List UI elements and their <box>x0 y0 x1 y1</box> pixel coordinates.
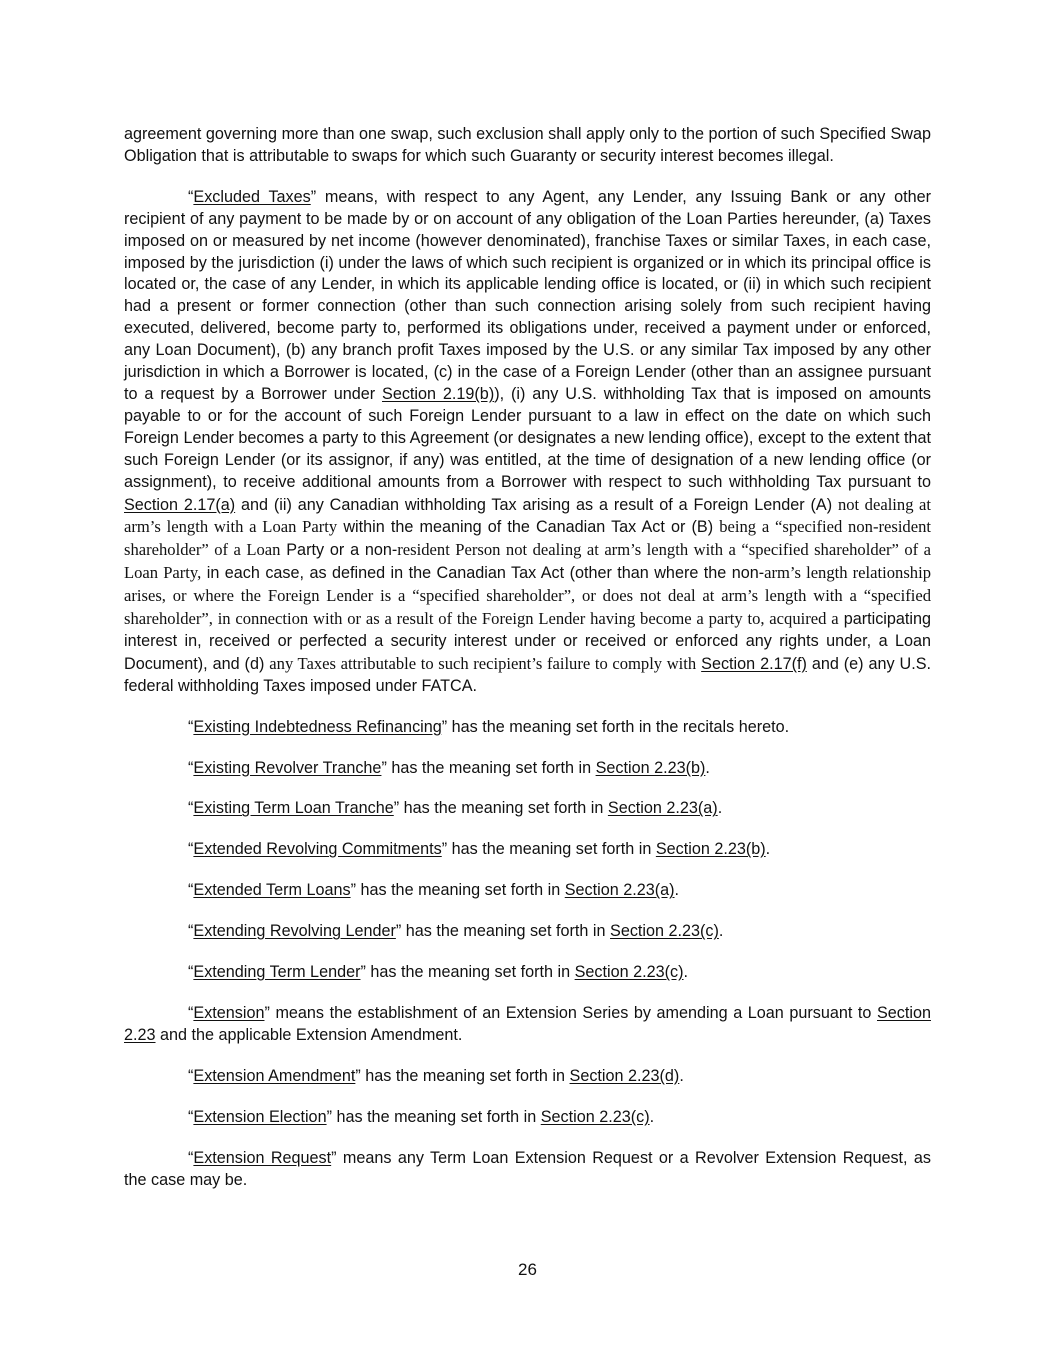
definition-text: ” has the meaning set forth in <box>350 881 565 900</box>
defined-term: Extension Election <box>193 1107 327 1126</box>
defined-term: Extension Amendment <box>193 1066 356 1085</box>
section-reference[interactable]: Section 2.23(a) <box>564 881 675 900</box>
definition-text: participating interest in, received or perfected a security interest under or received or enforced any rights under, a Loan Document), and (d) <box>124 610 931 673</box>
definition-end: . <box>765 840 771 859</box>
section-reference[interactable]: Section 2.23(a) <box>607 799 718 818</box>
definition-text: ” means any Term Loan Extension Request or a Revolver Extension Request, as the case may be. <box>124 1148 931 1189</box>
definition-text-serif: any Taxes attributable to such recipient’s failure to comply with <box>269 653 697 673</box>
definition-text-serif: not dealing at arm’s length with a Loan Party <box>124 494 931 537</box>
section-reference[interactable]: Section 2.23(d) <box>569 1066 680 1085</box>
definition-text: ” has the meaning set forth in <box>355 1066 570 1085</box>
defined-term: Existing Term Loan Tranche <box>193 799 394 818</box>
definition-end: . <box>717 799 723 818</box>
definition-excluded-taxes <box>124 187 931 698</box>
definition-extended-revolving-commitments: “Extended Revolving Commitments” has the meaning set forth in Section 2.23(b). <box>188 840 771 859</box>
definition-extending-revolving-lender: “Extending Revolving Lender” has the meaning set forth in Section 2.23(c). <box>188 922 724 941</box>
definition-existing-indebtedness-refinancing: “Existing Indebtedness Refinancing” has the meaning set forth in the recitals hereto. <box>188 717 790 736</box>
definition-extension: “Extension” means the establishment of an Extension Series by amending a Loan pursuant to Section 2.23 and the applicable Extension Amendment. <box>124 1004 931 1044</box>
section-reference[interactable]: Section 2.23(b) <box>655 840 766 859</box>
section-reference[interactable]: Section 2.23(c) <box>574 963 684 982</box>
definition-end: . <box>718 922 724 941</box>
section-reference[interactable]: Section 2.23(b) <box>595 758 706 777</box>
defined-term: Existing Revolver Tranche <box>193 758 382 777</box>
definition-text: within the meaning of the Canadian Tax Act or (B) <box>337 518 720 537</box>
section-reference[interactable]: Section 2.23(c) <box>610 922 719 941</box>
definition-end: . <box>679 1066 684 1085</box>
open-quote: “ <box>188 187 194 206</box>
definition-text: ” has the meaning set forth in the recitals hereto. <box>441 717 790 736</box>
definition-text: ” has the meaning set forth in <box>360 963 575 982</box>
defined-term: Extended Term Loans <box>193 881 351 900</box>
section-reference[interactable]: Section 2.23 <box>124 1004 931 1044</box>
defined-term: Excluded Taxes <box>193 187 311 206</box>
definition-end: . <box>683 963 688 982</box>
definition-extension-request: “Extension Request” means any Term Loan Extension Request or a Revolver Extension Request, as the case may be. <box>124 1148 931 1189</box>
definition-text: and (e) any U.S. federal withholding Taxes imposed under FATCA. <box>124 654 932 695</box>
definition-text: ” means the establishment of an Extension Series by amending a Loan pursuant to <box>264 1004 877 1022</box>
definition-text: ” has the meaning set forth in <box>441 840 656 859</box>
page-number: 26 <box>518 1260 537 1279</box>
definition-extended-term-loans: “Extended Term Loans” has the meaning set forth in Section 2.23(a). <box>188 881 680 900</box>
definition-extension-election: “Extension Election” has the meaning set forth in Section 2.23(c). <box>188 1107 655 1126</box>
defined-term: Existing Indebtedness Refinancing <box>193 717 442 736</box>
definition-end: . <box>705 758 710 777</box>
section-reference[interactable]: Section 2.17(a) <box>124 495 236 514</box>
definition-text-serif: being a “specified non-resident shareholder” of a Loan <box>124 517 931 560</box>
defined-term: Extension Request <box>193 1148 332 1167</box>
definition-text: ” has the meaning set forth in <box>395 922 611 941</box>
defined-term: Extension <box>193 1004 265 1022</box>
definition-text: ” has the meaning set forth in <box>381 758 596 777</box>
intro-paragraph: agreement governing more than one swap, such exclusion shall apply only to the portion of such Specified Swap Obligation that is attributable to swaps for which such Guaranty or security interest becomes illegal. <box>124 125 931 165</box>
definition-text-serif: resident Person not dealing at arm’s length with a “specified shareholder” of a Loan Party, <box>124 540 931 583</box>
definition-text: Party or a non- <box>280 541 398 560</box>
definition-text: ” has the meaning set forth in <box>393 799 608 818</box>
definition-text: in each case, as defined in the Canadian Tax Act (other than where the non- <box>201 564 765 583</box>
definition-existing-term-loan-tranche: “Existing Term Loan Tranche” has the meaning set forth in Section 2.23(a). <box>188 799 723 818</box>
definition-end: . <box>674 881 680 900</box>
definition-existing-revolver-tranche: “Existing Revolver Tranche” has the meaning set forth in Section 2.23(b). <box>188 758 710 777</box>
section-reference[interactable]: Section 2.19(b) <box>382 384 495 403</box>
definition-end: and the applicable Extension Amendment. <box>155 1025 463 1044</box>
defined-term: Extending Revolving Lender <box>193 922 396 941</box>
definition-text-serif: arm’s length relationship arises, or where the Foreign Lender is a “specified shareholder”, or does not deal at arm’s length with a “specified shareholder”, in connection with or as a result of the Foreign Lender having become a party to, acquired a <box>124 563 931 629</box>
definition-text: ” has the meaning set forth in <box>326 1107 541 1126</box>
definition-text: ), (i) any U.S. withholding Tax that is imposed on amounts payable to or for the account of such Foreign Lender pursuant to a law in effect on the date on which such Foreign Lender becomes a party to this Agreement (or designates a new lending office), except to the extent that such Foreign Lender (or its assignor, if any) was entitled, at the time of designation of a new lending office (or assignment), to receive additional amounts from a Borrower with respect to such withholding Tax pursuant to <box>124 384 931 491</box>
document-page <box>124 124 931 1210</box>
section-reference[interactable]: Section 2.23(c) <box>540 1107 650 1126</box>
definition-text: and (ii) any Canadian withholding Tax arising as a result of a Foreign Lender (A) <box>235 495 838 514</box>
defined-term: Extended Revolving Commitments <box>193 840 442 859</box>
section-reference[interactable]: Section 2.17(f) <box>701 654 807 673</box>
defined-term: Extending Term Lender <box>193 963 361 982</box>
definition-text: ” means, with respect to any Agent, any Lender, any Issuing Bank or any other recipient of any payment to be made by or on account of any obligation of the Loan Parties hereunder, (a) Taxes imposed on or measured by net income (however denominated), franchise Taxes or similar Taxes, in each case, imposed by the jurisdiction (i) under the laws of which such recipient is organized or in which its principal office is located or, the case of any Lender, in which its applicable lending office is located, or (ii) in which such recipient had a present or former connection (other than such connection arising solely from such recipient having executed, delivered, become party to, performed its obligations under, received a payment under or enforced, any Loan Document), (b) any branch profit Taxes imposed by the U.S. or any similar Tax imposed by any other jurisdiction in which a Borrower is located, (c) in the case of a Foreign Lender (other than an assignee pursuant to a request by a Borrower under <box>124 187 931 403</box>
definition-extension-amendment: “Extension Amendment” has the meaning set forth in Section 2.23(d). <box>188 1066 684 1085</box>
definition-end: . <box>649 1107 655 1126</box>
definition-extending-term-lender: “Extending Term Lender” has the meaning set forth in Section 2.23(c). <box>188 963 688 982</box>
